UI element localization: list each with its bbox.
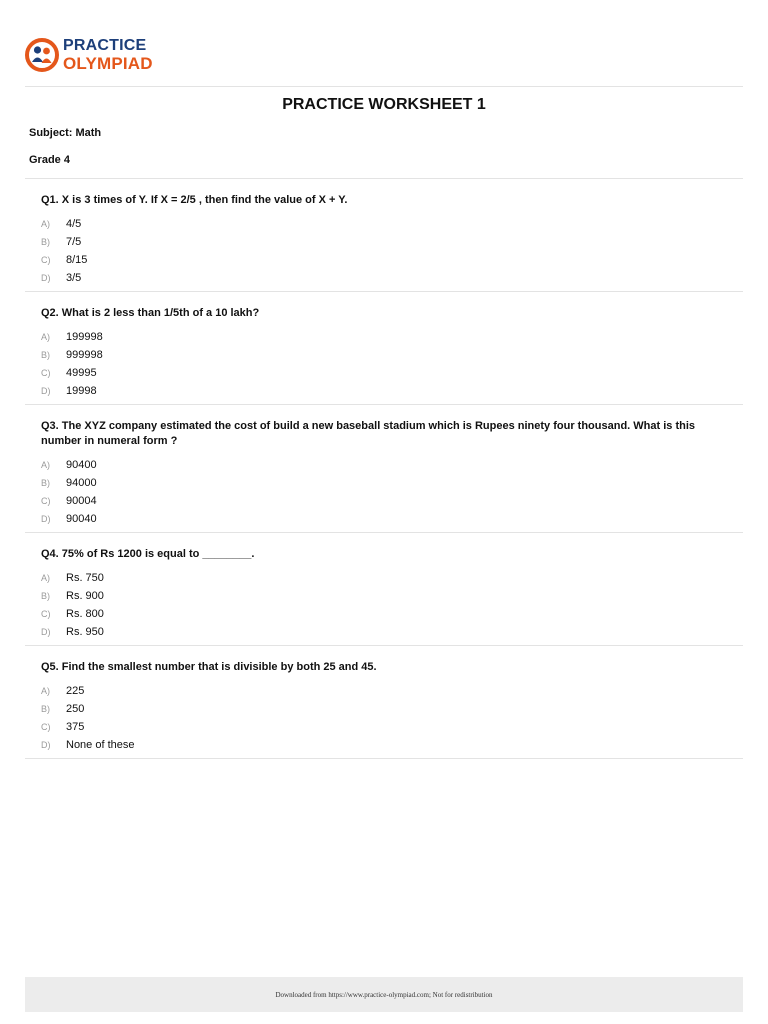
brand-name-line1: PRACTICE xyxy=(63,37,147,54)
option-letter: B) xyxy=(41,237,50,247)
option-text: 7/5 xyxy=(66,236,82,248)
grade-label: Grade 4 xyxy=(29,154,70,166)
option-text: 225 xyxy=(66,685,85,697)
answer-option[interactable] xyxy=(41,736,135,754)
option-letter: A) xyxy=(41,573,50,583)
divider xyxy=(25,404,743,405)
option-letter: D) xyxy=(41,627,51,637)
question-2 xyxy=(25,306,743,406)
option-text: 4/5 xyxy=(66,218,82,230)
answer-option[interactable] xyxy=(41,269,81,287)
option-letter: C) xyxy=(41,255,51,265)
page-title: PRACTICE WORKSHEET 1 xyxy=(282,96,486,113)
option-letter: B) xyxy=(41,704,50,714)
option-text: Rs. 800 xyxy=(66,608,104,620)
practice-olympiad-logo-icon xyxy=(25,38,59,72)
question-text: Q3. The XYZ company estimated the cost of build a new baseball stadium which is Rupees ninety four thousand. What is this number in numeral form ? xyxy=(41,420,695,447)
option-text: 199998 xyxy=(66,331,103,343)
option-text: 250 xyxy=(66,703,85,715)
option-text: Rs. 950 xyxy=(66,626,104,638)
answer-option[interactable] xyxy=(41,251,87,269)
answer-option[interactable] xyxy=(41,623,104,641)
question-4 xyxy=(25,547,743,647)
question-3 xyxy=(25,419,743,534)
brand-name-line2: OLYMPIAD xyxy=(63,54,153,73)
option-letter: A) xyxy=(41,332,50,342)
option-letter: C) xyxy=(41,609,51,619)
option-text: Rs. 900 xyxy=(66,590,104,602)
option-text: 94000 xyxy=(66,477,97,489)
divider xyxy=(25,758,743,759)
brand-logo xyxy=(25,37,153,73)
divider xyxy=(25,178,743,179)
option-letter: B) xyxy=(41,591,50,601)
answer-option[interactable] xyxy=(41,605,104,623)
answer-option[interactable] xyxy=(41,382,97,400)
divider xyxy=(25,291,743,292)
option-letter: B) xyxy=(41,478,50,488)
option-letter: C) xyxy=(41,368,51,378)
answer-option[interactable] xyxy=(41,215,81,233)
answer-option[interactable] xyxy=(41,346,103,364)
answer-option[interactable] xyxy=(41,233,81,251)
option-text: 19998 xyxy=(66,385,97,397)
option-text: 375 xyxy=(66,721,85,733)
answer-option[interactable] xyxy=(41,456,97,474)
option-letter: A) xyxy=(41,460,50,470)
option-text: None of these xyxy=(66,739,135,751)
question-1 xyxy=(25,193,743,293)
question-text: Q2. What is 2 less than 1/5th of a 10 lakh? xyxy=(41,307,260,319)
page-footer xyxy=(25,977,743,1012)
option-text: 3/5 xyxy=(66,272,82,284)
answer-option[interactable] xyxy=(41,700,84,718)
option-letter: A) xyxy=(41,686,50,696)
answer-option[interactable] xyxy=(41,328,103,346)
answer-option[interactable] xyxy=(41,364,97,382)
answer-option[interactable] xyxy=(41,474,97,492)
option-letter: D) xyxy=(41,514,51,524)
answer-option[interactable] xyxy=(41,569,104,587)
option-text: 49995 xyxy=(66,367,97,379)
subject-label: Subject: Math xyxy=(29,127,102,139)
option-letter: D) xyxy=(41,386,51,396)
answer-option[interactable] xyxy=(41,718,84,736)
question-text: Q1. X is 3 times of Y. If X = 2/5 , then find the value of X + Y. xyxy=(41,194,348,206)
option-text: 90040 xyxy=(66,513,97,525)
option-letter: C) xyxy=(41,496,51,506)
option-text: Rs. 750 xyxy=(66,572,104,584)
option-text: 999998 xyxy=(66,349,103,361)
footer-text: Downloaded from https://www.practice-olympiad.com; Not for redistribution xyxy=(275,990,493,999)
answer-option[interactable] xyxy=(41,492,97,510)
question-text: Q4. 75% of Rs 1200 is equal to ________. xyxy=(41,548,255,560)
option-text: 8/15 xyxy=(66,254,88,266)
option-letter: B) xyxy=(41,350,50,360)
answer-option[interactable] xyxy=(41,587,104,605)
question-text: Q5. Find the smallest number that is divisible by both 25 and 45. xyxy=(41,661,377,673)
header-divider xyxy=(25,86,743,87)
answer-option[interactable] xyxy=(41,510,97,528)
question-5 xyxy=(25,660,743,760)
option-letter: D) xyxy=(41,273,51,283)
option-text: 90004 xyxy=(66,495,97,507)
divider xyxy=(25,645,743,646)
option-letter: C) xyxy=(41,722,51,732)
divider xyxy=(25,532,743,533)
option-text: 90400 xyxy=(66,459,97,471)
option-letter: A) xyxy=(41,219,50,229)
option-letter: D) xyxy=(41,740,51,750)
answer-option[interactable] xyxy=(41,682,84,700)
